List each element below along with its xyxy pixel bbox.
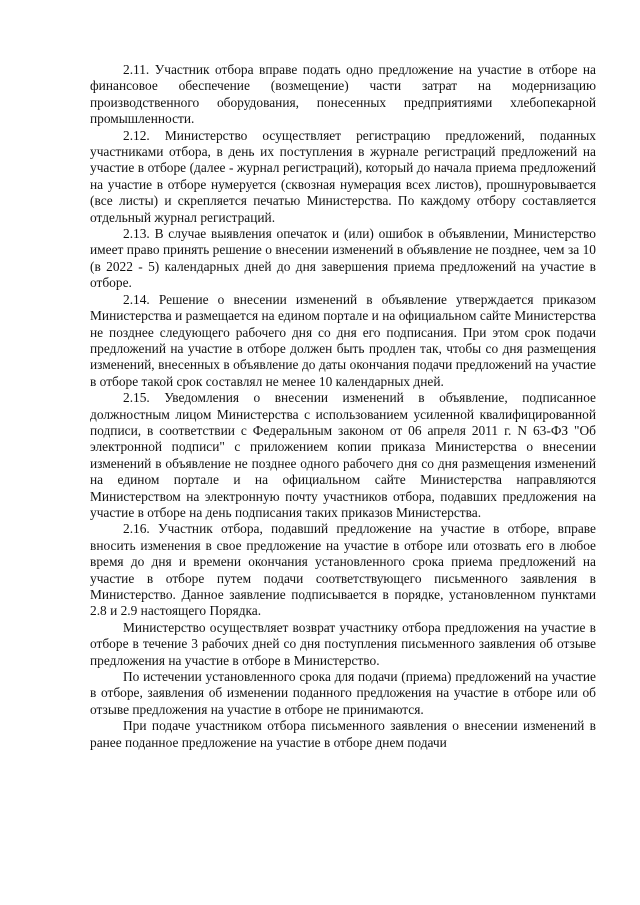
paragraph-2-14: 2.14. Решение о внесении изменений в объявление утверждается приказом Министерства и размещается на едином портале и на официальном сайте Министерства не позднее следующего рабочего дня со дня его подписания. При этом срок подачи предложений на участие в отборе должен быть продлен так, чтобы со дня размещения изменений, внесенных в объявление до даты окончания подачи предложений на участие в отборе такой срок составлял не менее 10 календарных дней. — [90, 291, 596, 389]
paragraph-change-submission: При подаче участником отбора письменного заявления о внесении изменений в ранее поданное предложение на участие в отборе днем подачи — [90, 718, 596, 750]
document-page — [90, 62, 596, 751]
paragraph-2-15: 2.15. Уведомления о внесении изменений в объявление, подписанное должностным лицом Министерства с использованием усиленной квалифицированной подписи, в соответствии с Федеральным законом от 06 апреля 2011 г. N 63-ФЗ "Об электронной подписи" с приложением копии приказа Министерства о внесении изменений в объявление не позднее одного рабочего дня со дня размещения изменений на едином портале и на официальном сайте Министерства направляются Министерством на электронную почту участников отбора, подавших предложения на участие в отборе на день подписания таких приказов Министерства. — [90, 390, 596, 520]
paragraph-return-proposal: Министерство осуществляет возврат участнику отбора предложения на участие в отборе в течение 3 рабочих дней со дня поступления письменного заявления об отзыве предложения на участие в отборе в Министерство. — [90, 619, 596, 668]
paragraph-2-12: 2.12. Министерство осуществляет регистрацию предложений, поданных участниками отбора, в день их поступления в журнале регистраций предложений на участие в отборе (далее - журнал регистраций), который до начала приема предложений на участие в отборе нумеруется (сквозная нумерация всех листов), прошнуровывается (все листы) и скрепляется печатью Министерства. По каждому отбору составляется отдельный журнал регистраций. — [90, 127, 596, 225]
paragraph-2-11: 2.11. Участник отбора вправе подать одно предложение на участие в отборе на финансовое обеспечение (возмещение) части затрат на модернизацию производственного оборудования, понесенных предприятиями хлебопекарной промышленности. — [90, 62, 596, 127]
paragraph-deadline-expiry: По истечении установленного срока для подачи (приема) предложений на участие в отборе, заявления об изменении поданного предложения на участие в отборе или об отзыве предложения на участие в отборе не принимаются. — [90, 669, 596, 717]
paragraph-2-16: 2.16. Участник отбора, подавший предложение на участие в отборе, вправе вносить изменения в свое предложение на участие в отборе или отозвать его в любое время до дня и времени окончания установленного срока приема предложений на участие в отборе путем подачи соответствующего письменного заявления в Министерство. Данное заявление подписывается в порядке, установленном пунктами 2.8 и 2.9 настоящего Порядка. — [90, 521, 596, 619]
paragraph-2-13: 2.13. В случае выявления опечаток и (или) ошибок в объявлении, Министерство имеет право принять решение о внесении изменений в объявление не позднее, чем за 10 (в 2022 - 5) календарных дней до дня завершения приема предложений на участие в отборе. — [90, 226, 596, 291]
